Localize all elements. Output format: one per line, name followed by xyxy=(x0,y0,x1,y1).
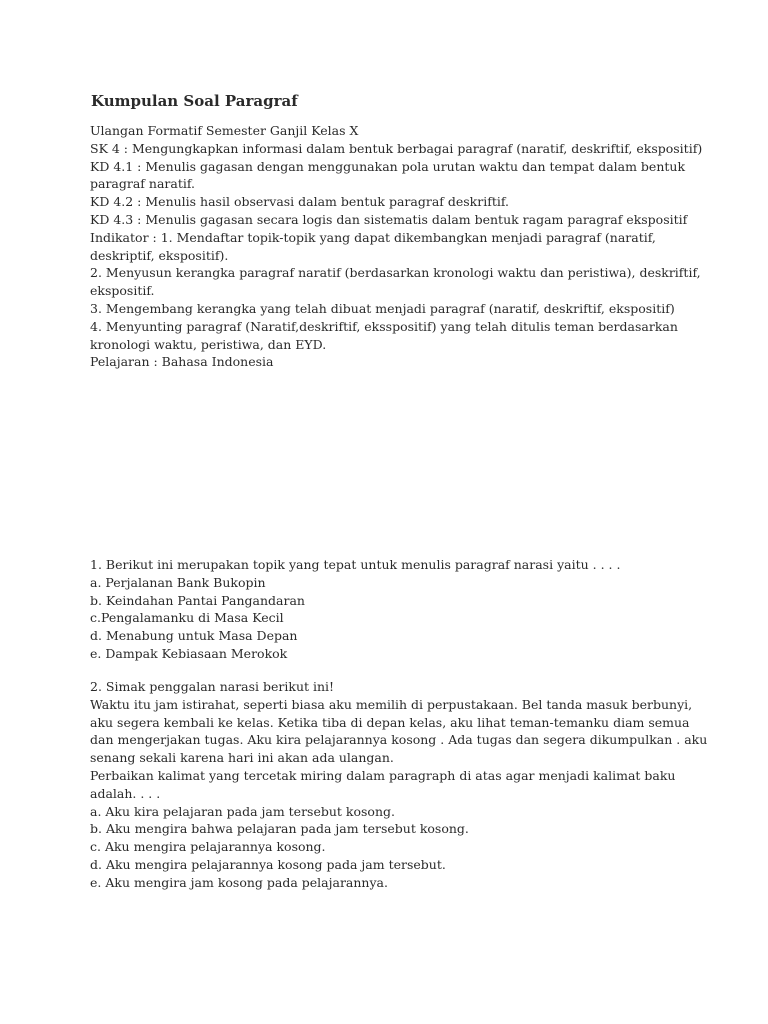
question-text-line: Waktu itu jam istirahat, seperti biasa aku memilih di perpustakaan. Bel tanda masuk berbunyi, xyxy=(90,696,693,712)
question-text-line: Perbaikan kalimat yang tercetak miring dalam paragraph di atas agar menjadi kalimat baku xyxy=(90,767,676,783)
answer-option: a. Aku kira pelajaran pada jam tersebut kosong. xyxy=(90,803,395,819)
question-text-line: aku segera kembali ke kelas. Ketika tiba di depan kelas, aku lihat teman-temanku diam semua xyxy=(90,714,690,730)
header-line: KD 4.2 : Menulis hasil observasi dalam bentuk paragraf deskriftif. xyxy=(90,194,510,210)
header-line: SK 4 : Mengungkapkan informasi dalam bentuk berbagai paragraf (naratif, deskriftif, ekspositif) xyxy=(90,140,703,156)
answer-option: b. Aku mengira bahwa pelajaran pada jam tersebut kosong. xyxy=(90,821,469,837)
answer-option: b. Keindahan Pantai Pangandaran xyxy=(90,592,305,608)
header-line: Indikator : 1. Mendaftar topik-topik yang dapat dikembangkan menjadi paragraf (naratif, xyxy=(90,229,656,245)
header-line: 2. Menyusun kerangka paragraf naratif (berdasarkan kronologi waktu dan peristiwa), deskriftif, xyxy=(90,265,701,281)
header-line: kronologi waktu, peristiwa, dan EYD. xyxy=(90,336,327,352)
header-line: paragraf naratif. xyxy=(90,176,196,192)
question-text-line: adalah. . . . xyxy=(90,785,161,801)
header-line: Pelajaran : Bahasa Indonesia xyxy=(90,354,274,370)
header-line: KD 4.1 : Menulis gagasan dengan menggunakan pola urutan waktu dan tempat dalam bentuk xyxy=(90,158,686,174)
answer-option: d. Aku mengira pelajarannya kosong pada jam tersebut. xyxy=(90,856,446,872)
question-prompt: 1. Berikut ini merupakan topik yang tepat untuk menulis paragraf narasi yaitu . . . . xyxy=(90,557,621,572)
answer-option: c.Pengalamanku di Masa Kecil xyxy=(90,610,284,626)
question-1 xyxy=(90,556,690,663)
question-text-line: dan mengerjakan tugas. Aku kira pelajarannya kosong . Ada tugas dan segera dikumpulkan . aku xyxy=(90,732,708,748)
header-line: 4. Menyunting paragraf (Naratif,deskriftif, eksspositif) yang telah ditulis teman berdasarkan xyxy=(90,318,678,334)
header-line: 3. Mengembang kerangka yang telah dibuat menjadi paragraf (naratif, deskriftif, ekspositif) xyxy=(90,300,675,316)
header-line: Ulangan Formatif Semester Ganjil Kelas X xyxy=(90,123,359,138)
document-title: Kumpulan Soal Paragraf xyxy=(91,92,298,110)
header-line: ekspositif. xyxy=(90,283,155,299)
question-text-line: senang sekali karena hari ini akan ada ulangan. xyxy=(90,750,394,766)
question-2 xyxy=(90,678,708,892)
answer-option: e. Dampak Kebiasaan Merokok xyxy=(90,645,288,661)
header-line: deskriptif, ekspositif). xyxy=(90,247,229,263)
exam-header xyxy=(90,122,703,371)
answer-option: a. Perjalanan Bank Bukopin xyxy=(90,574,266,590)
answer-option: e. Aku mengira jam kosong pada pelajarannya. xyxy=(90,874,388,890)
question-text-line: 2. Simak penggalan narasi berikut ini! xyxy=(90,679,335,694)
answer-option: c. Aku mengira pelajarannya kosong. xyxy=(90,839,326,855)
answer-option: d. Menabung untuk Masa Depan xyxy=(90,628,298,644)
header-line: KD 4.3 : Menulis gagasan secara logis dan sistematis dalam bentuk ragam paragraf ekspositif xyxy=(90,211,688,227)
